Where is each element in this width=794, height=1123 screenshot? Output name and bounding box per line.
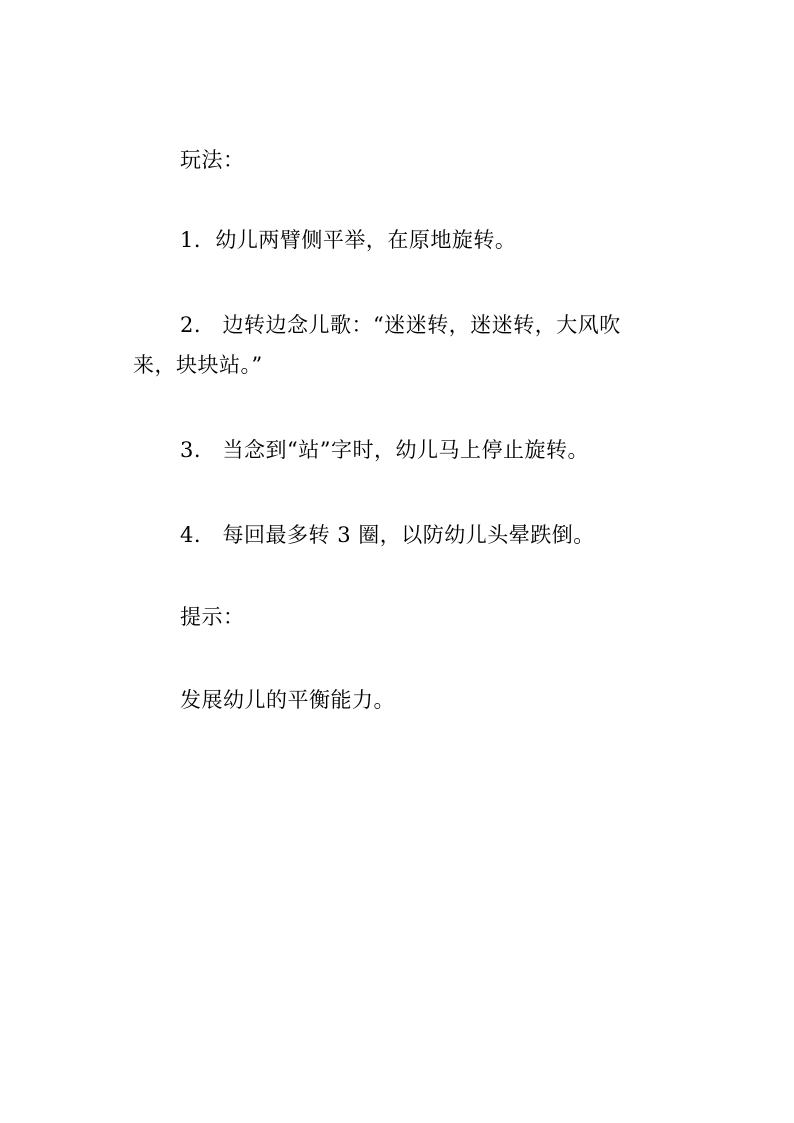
section-heading-play: 玩法：: [180, 148, 245, 172]
section-heading-tip: 提示：: [180, 605, 245, 629]
tip-text: 发展幼儿的平衡能力。: [180, 688, 395, 712]
step-4: 4. 每回最多转 3 圈，以防幼儿头晕跌倒。: [180, 523, 595, 547]
step-1: 1．幼儿两臂侧平举，在原地旋转。: [180, 228, 517, 252]
step-3: 3. 当念到“站”字时，幼儿马上停止旋转。: [180, 438, 590, 462]
step-2: 2. 边转边念儿歌：“迷迷转，迷迷转，大风吹来，块块站。”: [133, 313, 621, 377]
